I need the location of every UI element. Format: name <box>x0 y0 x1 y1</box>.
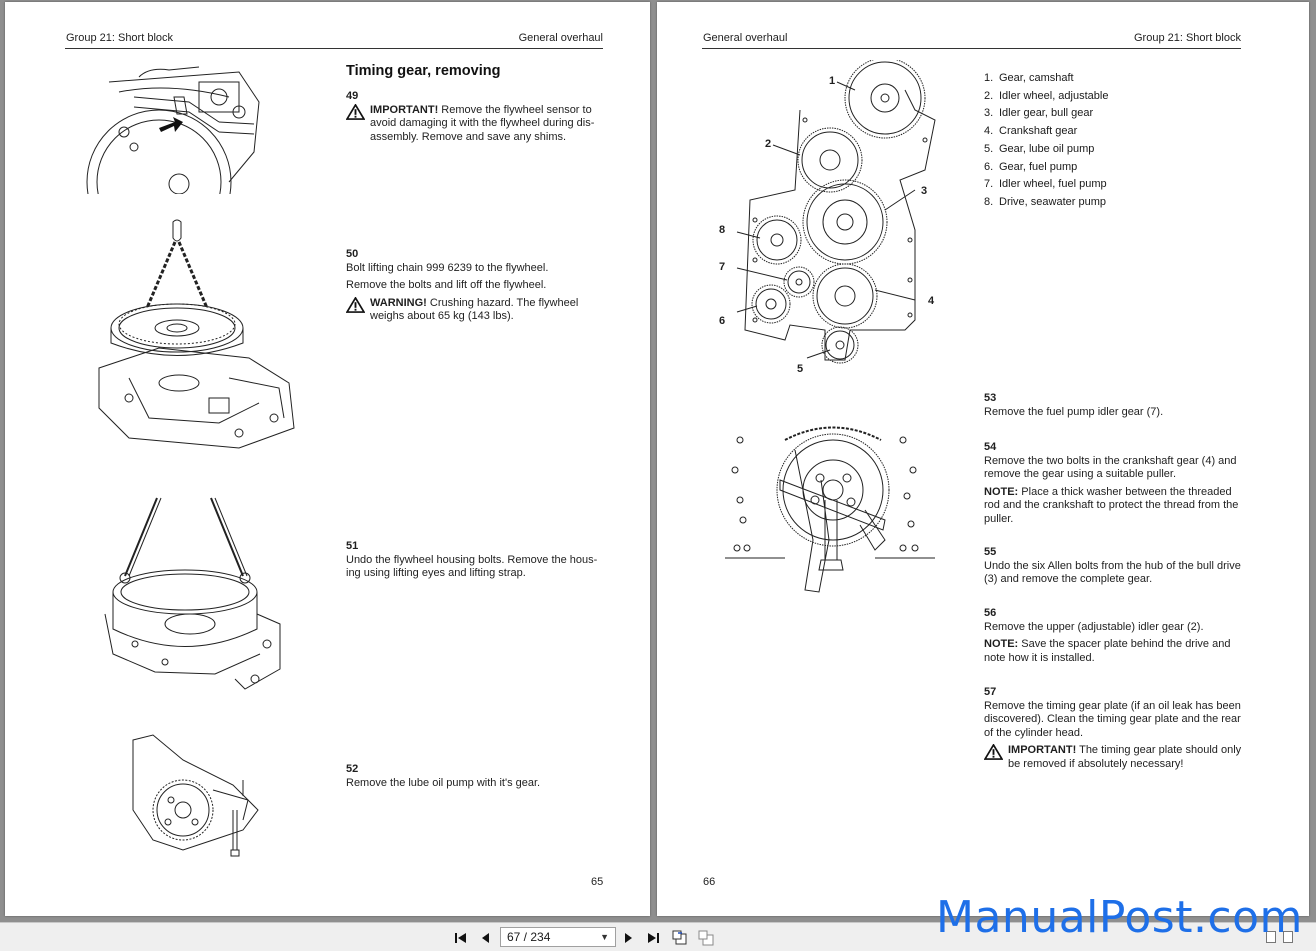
right-page <box>657 2 1309 916</box>
gear-legend <box>984 70 1108 212</box>
rotate-icon[interactable] <box>671 929 689 947</box>
legend-label: Gear, camshaft <box>999 72 1074 84</box>
step-number: 50 <box>346 248 359 260</box>
step-number: 49 <box>346 90 359 102</box>
step-number: 52 <box>346 763 359 775</box>
next-page-icon[interactable] <box>620 929 638 947</box>
section-title: Timing gear, removing <box>346 63 501 79</box>
header-right: Group 21: Short block <box>1133 32 1241 44</box>
note <box>984 638 1246 665</box>
legend-label: Gear, lube oil pump <box>999 142 1095 155</box>
page-number: 66 <box>703 876 716 888</box>
step-text: Undo the flywheel housing bolts. Remove the hous-ing using lifting eyes and lifting strap. <box>346 553 598 579</box>
step-number: 55 <box>984 546 997 558</box>
step-number: 57 <box>984 686 997 698</box>
legend-label: Idler wheel, fuel pump <box>999 178 1107 191</box>
figure-flywheel-lifting <box>89 218 304 458</box>
warning-triangle-icon <box>984 744 1003 760</box>
legend-number: 5. <box>984 142 994 155</box>
legend-item <box>984 159 1108 177</box>
legend-item <box>984 123 1108 141</box>
callout-6: 6 <box>719 315 726 327</box>
important-text: Remove the flywheel sensor to avoid damaging it with the flywheel during dis-assembly. Remove and save any shims. <box>370 103 595 143</box>
step-50 <box>346 248 598 324</box>
legend-number: 1. <box>984 72 994 84</box>
figure-lube-oil-pump <box>123 730 263 860</box>
legend-item <box>984 194 1108 212</box>
step-51 <box>346 540 598 585</box>
step-53 <box>984 392 1246 423</box>
callout-2: 2 <box>765 138 772 150</box>
legend-item <box>984 70 1108 88</box>
step-number: 54 <box>984 441 997 453</box>
figure-flywheel-housing <box>95 494 300 694</box>
step-text: Remove the bolts and lift off the flywheel. <box>346 279 547 291</box>
legend-number: 2. <box>984 89 994 102</box>
legend-number: 6. <box>984 160 994 173</box>
important-label: IMPORTANT! <box>370 103 439 116</box>
note-text: Save the spacer plate behind the drive and note how it is installed. <box>984 638 1231 664</box>
legend-label: Idler wheel, adjustable <box>999 89 1109 102</box>
chevron-down-icon[interactable]: ▼ <box>600 932 609 942</box>
figure-timing-gears <box>715 60 955 380</box>
step-text: Remove the upper (adjustable) idler gear (2). <box>984 620 1204 633</box>
important-notice <box>346 104 598 145</box>
important-text: The timing gear plate should only be removed if absolutely necessary! <box>1008 744 1242 770</box>
step-number: 56 <box>984 607 997 619</box>
callout-4: 4 <box>928 295 935 307</box>
warning-triangle-icon <box>346 297 365 313</box>
legend-number: 7. <box>984 178 994 191</box>
legend-item <box>984 141 1108 159</box>
page-number: 65 <box>591 876 604 888</box>
step-number: 53 <box>984 392 997 404</box>
important-notice <box>984 744 1246 771</box>
legend-item <box>984 105 1108 123</box>
legend-label: Crankshaft gear <box>999 125 1078 138</box>
two-page-icon[interactable] <box>697 929 715 947</box>
header-rule <box>65 48 603 49</box>
page-selector[interactable] <box>500 927 616 947</box>
left-page <box>5 2 650 916</box>
step-54 <box>984 441 1246 530</box>
step-56 <box>984 607 1246 669</box>
figure-gear-puller <box>725 420 937 600</box>
note <box>984 486 1246 527</box>
header-left: Group 21: Short block <box>66 32 174 44</box>
step-text: Undo the six Allen bolts from the hub of the bull drive (3) and remove the complete gear. <box>984 559 1241 585</box>
figure-flywheel-sensor <box>79 62 269 194</box>
prev-page-icon[interactable] <box>476 929 494 947</box>
callout-5: 5 <box>797 363 804 375</box>
step-text: Remove the lube oil pump with it's gear. <box>346 776 541 789</box>
important-label: IMPORTANT! <box>1008 744 1077 756</box>
header-right: General overhaul <box>518 32 603 44</box>
warning-triangle-icon <box>346 104 365 120</box>
legend-label: Idler gear, bull gear <box>999 107 1094 120</box>
step-57 <box>984 686 1246 771</box>
step-text: Remove the fuel pump idler gear (7). <box>984 405 1164 418</box>
warning-text: Crushing hazard. The flywheel weighs about 65 kg (143 lbs). <box>370 296 579 322</box>
step-text: Bolt lifting chain 999 6239 to the flywheel. <box>346 261 549 274</box>
legend-number: 8. <box>984 195 994 208</box>
step-52 <box>346 763 598 794</box>
warning-label: WARNING! <box>370 296 427 309</box>
callout-7: 7 <box>719 261 726 273</box>
callout-1: 1 <box>829 75 836 87</box>
step-49 <box>346 90 598 144</box>
legend-number: 4. <box>984 125 994 138</box>
legend-number: 3. <box>984 107 994 120</box>
legend-label: Drive, seawater pump <box>999 195 1106 208</box>
callout-3: 3 <box>921 185 928 197</box>
watermark: ManualPost.com <box>936 892 1303 943</box>
warning-notice <box>346 297 598 324</box>
step-text: Remove the two bolts in the crankshaft gear (4) and remove the gear using a suitable puller. <box>984 454 1237 480</box>
step-number: 51 <box>346 540 359 552</box>
page-indicator: 67 / 234 <box>507 930 551 944</box>
step-text: Remove the timing gear plate (if an oil leak has been discovered). Clean the timing gear plate and the rear of the cylinder head. <box>984 699 1241 739</box>
legend-label: Gear, fuel pump <box>999 160 1078 173</box>
callout-8: 8 <box>719 224 726 236</box>
note-label: NOTE: <box>984 485 1019 498</box>
header-left: General overhaul <box>703 32 788 44</box>
legend-item <box>984 88 1108 106</box>
legend-item <box>984 176 1108 194</box>
step-55 <box>984 546 1246 591</box>
note-label: NOTE: <box>984 638 1019 650</box>
last-page-icon[interactable] <box>644 929 662 947</box>
note-text: Place a thick washer between the threaded rod and the crankshaft to protect the thread from the puller. <box>984 485 1239 525</box>
first-page-icon[interactable] <box>452 929 470 947</box>
header-rule <box>702 48 1241 49</box>
